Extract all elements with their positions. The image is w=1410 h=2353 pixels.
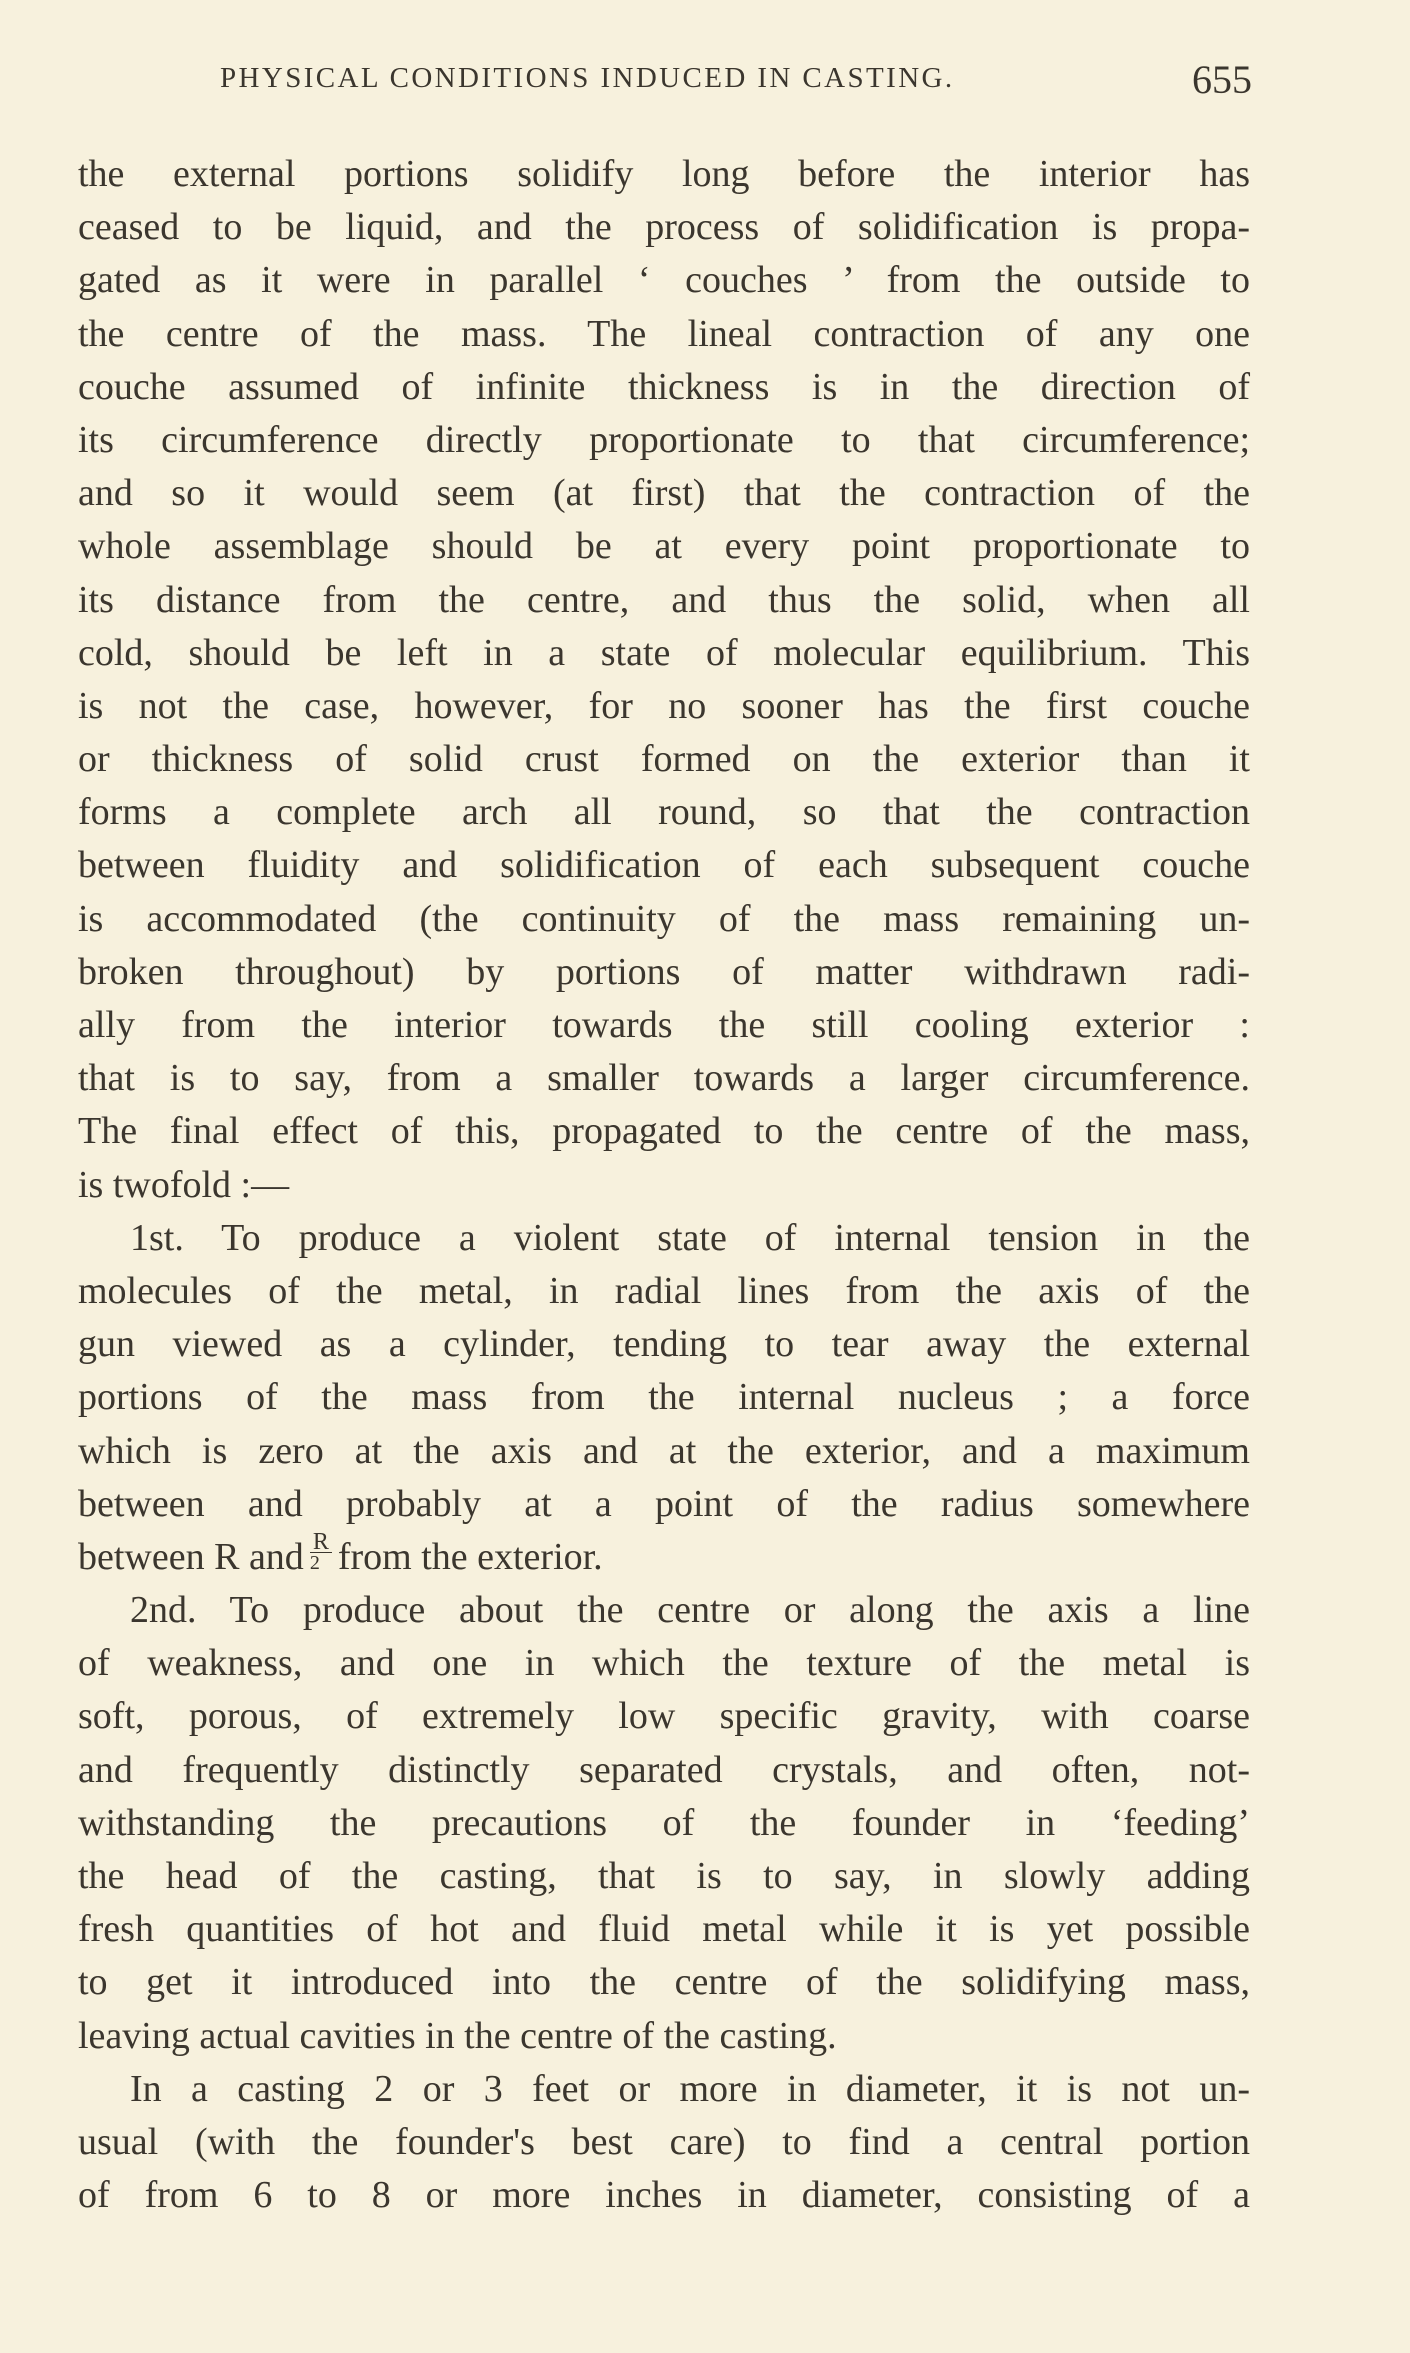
text-line: of weakness, and one in which the texture of the metal is xyxy=(78,1642,1250,1685)
text-line: ally from the interior towards the still cooling exterior : xyxy=(78,1004,1250,1046)
text-line: is not the case, however, for no sooner has the first couche xyxy=(78,684,1250,727)
text-line: and so it would seem (at first) that the contraction of the xyxy=(78,472,1250,515)
text-line: between fluidity and solidification of each subsequent couche xyxy=(78,844,1250,887)
body-text xyxy=(78,148,1250,2222)
text-line: forms a complete arch all round, so that the contraction xyxy=(78,791,1250,834)
text-line: 1st. To produce a violent state of internal tension in the xyxy=(130,1216,1250,1259)
text-line-with-fraction xyxy=(78,1528,1250,1584)
text-line: to get it introduced into the centre of the solidifying mass, xyxy=(78,1961,1250,2004)
text-line: of from 6 to 8 or more inches in diameter, consisting of a xyxy=(78,2174,1250,2217)
text-line: broken throughout) by portions of matter withdrawn radi- xyxy=(78,950,1250,993)
text-line: fresh quantities of hot and fluid metal while it is yet possible xyxy=(78,1908,1250,1951)
text-line: that is to say, from a smaller towards a larger circumference. xyxy=(78,1057,1250,1100)
text-line: and frequently distinctly separated crystals, and often, not- xyxy=(78,1748,1250,1791)
text-line: withstanding the precautions of the founder in ‘feeding’ xyxy=(78,1801,1250,1844)
fraction-line-after: from the exterior. xyxy=(337,1535,603,1578)
text-line: usual (with the founder's best care) to find a central portion xyxy=(78,2120,1250,2163)
text-line: is accommodated (the continuity of the mass remaining un- xyxy=(78,897,1250,940)
text-line: the external portions solidify long before the interior has xyxy=(78,153,1250,195)
text-line: portions of the mass from the internal nucleus ; a force xyxy=(78,1376,1250,1419)
page-number: 655 xyxy=(1192,57,1252,102)
text-line: The final effect of this, propagated to the centre of the mass, xyxy=(78,1110,1250,1153)
text-line: molecules of the metal, in radial lines from the axis of the xyxy=(78,1269,1250,1312)
text-line: couche assumed of infinite thickness is in the direction of xyxy=(78,365,1250,408)
fraction-r-over-2 xyxy=(309,1528,332,1574)
text-line: gated as it were in parallel ‘ couches ’ from the outside to xyxy=(78,259,1250,302)
text-line: whole assemblage should be at every point proportionate to xyxy=(78,525,1250,568)
running-title: PHYSICAL CONDITIONS INDUCED IN CASTING. xyxy=(220,62,955,94)
fraction-numerator: R xyxy=(310,1532,332,1553)
text-line: gun viewed as a cylinder, tending to tear away the external xyxy=(78,1323,1250,1366)
text-line: its distance from the centre, and thus the solid, when all xyxy=(78,578,1250,621)
text-line: the centre of the mass. The lineal contraction of any one xyxy=(78,312,1250,355)
text-line: leaving actual cavities in the centre of the casting. xyxy=(78,2014,837,2057)
text-line: ceased to be liquid, and the process of solidification is propa- xyxy=(78,206,1250,249)
text-line: its circumference directly proportionate to that circumference; xyxy=(78,418,1250,461)
text-line: 2nd. To produce about the centre or along the axis a line xyxy=(130,1589,1250,1632)
fraction-line-before: between R and xyxy=(78,1535,304,1578)
text-line: the head of the casting, that is to say, in slowly adding xyxy=(78,1855,1250,1897)
text-line: soft, porous, of extremely low specific gravity, with coarse xyxy=(78,1695,1250,1738)
running-header xyxy=(220,57,1252,112)
text-line: cold, should be left in a state of molecular equilibrium. This xyxy=(78,631,1250,674)
text-line: or thickness of solid crust formed on the exterior than it xyxy=(78,738,1250,781)
text-line: between and probably at a point of the radius somewhere xyxy=(78,1482,1250,1525)
text-line: is twofold :— xyxy=(78,1163,290,1206)
fraction-denominator: 2 xyxy=(309,1551,320,1574)
text-line: In a casting 2 or 3 feet or more in diameter, it is not un- xyxy=(130,2067,1250,2110)
text-line: which is zero at the axis and at the exterior, and a maximum xyxy=(78,1429,1250,1472)
